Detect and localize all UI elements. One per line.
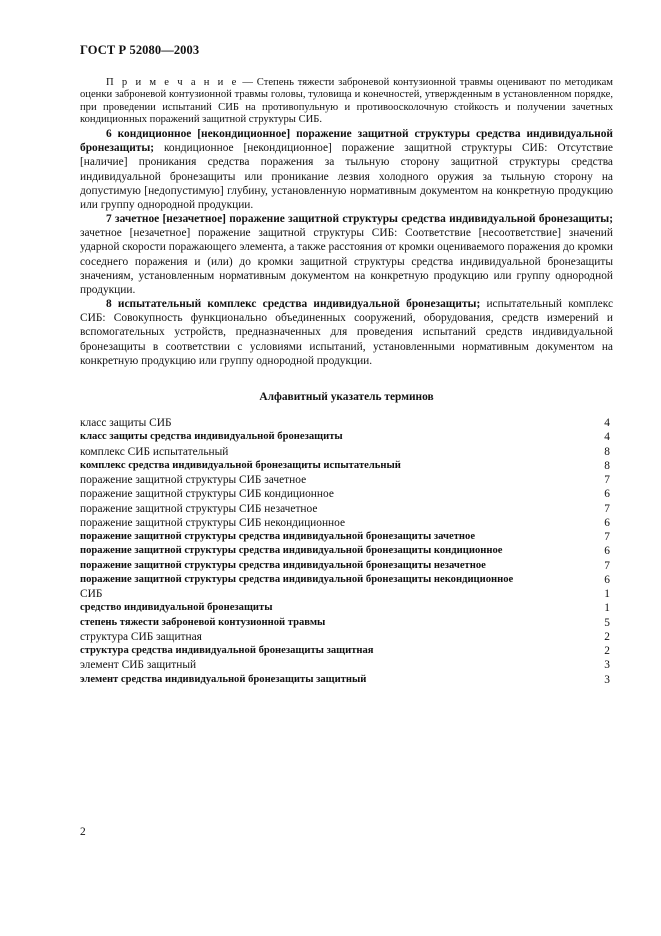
index-page: 4	[604, 431, 610, 444]
index-term: структура средства индивидуальной бронезащиты защитная	[80, 645, 374, 656]
index-entry	[80, 573, 613, 587]
index-page: 7	[604, 502, 610, 515]
index-term: средство индивидуальной бронезащиты	[80, 602, 273, 614]
index-page: 2	[604, 645, 610, 657]
term-7-definition: зачетное [незачетное] поражение защитной структуры СИБ: Соответствие [несоответствие] значений ударной скорости поражающего элемента, а также расстояния от кромки оцениваемого поражения до кромки соседнего поражения и (или) до кромки защитной структуры средства индивидуальной бронезащиты значениям, установленным нормативным документом на конкретную продукцию или группу однородной продукции.	[80, 227, 613, 297]
index-entry	[80, 616, 613, 630]
index-term: класс защиты средства индивидуальной бронезащиты	[80, 431, 343, 443]
index-title: Алфавитный указатель терминов	[259, 391, 434, 403]
index-entry	[80, 601, 613, 615]
term-8-definition: испытательный комплекс СИБ: Совокупность функционально объединенных сооружений, оборудования, средств измерений и вспомогательных устройств, предназначенных для проведения испытаний средств индивидуальной бронезащиты в соответствии с условиями испытаний, установленными нормативным документом на конкретную продукцию или группу однородной продукции.	[80, 298, 613, 367]
term-paragraph-7	[80, 212, 613, 297]
index-page: 8	[604, 445, 610, 458]
index-page: 7	[604, 531, 610, 543]
index-term: поражение защитной структуры средства индивидуальной бронезащиты некондиционное	[80, 573, 514, 585]
index-page: 4	[604, 417, 610, 429]
index-term: элемент средства индивидуальной бронезащиты защитный	[80, 673, 367, 685]
index-term: поражение защитной структуры СИБ незачетное	[80, 502, 318, 515]
index-entry	[80, 530, 613, 544]
index-page: 6	[604, 516, 610, 529]
note-label: П р и м е ч а н и е	[106, 77, 239, 88]
index-term: поражение защитной структуры средства индивидуальной бронезащиты незачетное	[80, 559, 486, 571]
index-entry	[80, 487, 613, 501]
index-term: СИБ	[80, 588, 103, 600]
index-term: элемент СИБ защитный	[80, 659, 197, 672]
index-term: поражение защитной структуры СИБ зачетное	[80, 474, 307, 486]
index-term: поражение защитной структуры СИБ некондиционное	[80, 516, 346, 529]
document-header: ГОСТ Р 52080—2003	[80, 43, 200, 57]
index-entry	[80, 587, 613, 601]
index-term: поражение защитной структуры СИБ кондиционное	[80, 488, 334, 501]
index-entry	[80, 630, 613, 644]
index-page: 6	[604, 545, 610, 558]
term-paragraph-8	[80, 297, 613, 368]
index-entry	[80, 416, 613, 430]
page-number: 2	[80, 826, 86, 838]
index-page: 6	[604, 488, 610, 501]
index-page: 7	[604, 474, 610, 486]
index-page: 7	[604, 559, 610, 572]
index-entry	[80, 445, 613, 459]
term-6-title: 6 кондиционное [некондиционное] поражение защитной структуры средства индивидуальной бронезащиты;	[80, 128, 613, 155]
index-entry	[80, 516, 613, 530]
index-page: 1	[604, 602, 610, 615]
alphabetical-index	[80, 416, 613, 687]
index-page: 3	[604, 659, 610, 672]
term-paragraph-6	[80, 127, 613, 212]
index-term: комплекс СИБ испытательный	[80, 445, 229, 458]
index-page: 5	[604, 616, 610, 629]
index-entry	[80, 559, 613, 573]
index-page: 6	[604, 573, 610, 586]
index-entry	[80, 502, 613, 516]
index-entry	[80, 658, 613, 672]
term-7-title: 7 зачетное [незачетное] поражение защитной структуры средства индивидуальной бронезащиты;	[106, 213, 613, 225]
index-term: структура СИБ защитная	[80, 630, 202, 643]
index-term: поражение защитной структуры средства индивидуальной бронезащиты зачетное	[80, 531, 476, 542]
index-term: поражение защитной структуры средства индивидуальной бронезащиты кондиционное	[80, 545, 503, 557]
index-page: 8	[604, 459, 610, 472]
index-page: 2	[604, 630, 610, 643]
note-text: — Степень тяжести заброневой контузионной травмы оценивают по методикам оценки заброневой контузионной травмы головы, туловища и конечностей, утвержденным в установленном порядке, при проведении испытаний СИБ на противопульную и противоосколочную стойкость и получении зачетных кондиционных поражений защитной структуры СИБ.	[80, 77, 613, 126]
term-8-title: 8 испытательный комплекс средства индивидуальной бронезащиты;	[106, 298, 481, 310]
index-entry	[80, 544, 613, 558]
index-page: 3	[604, 673, 610, 686]
index-term: класс защиты СИБ	[80, 417, 172, 429]
index-entry	[80, 473, 613, 487]
term-6-definition: кондиционное [некондиционное] поражение защитной структуры СИБ: Отсутствие [наличие] проникания средства поражения за тыльную сторону защитной структуры средства индивидуальной бронезащиты или проникание лезвия холодного оружия за тыльную сторону на допустимую [недопустимую] глубину, установленную нормативным документом на конкретную продукцию или группу однородной продукции.	[80, 142, 613, 212]
index-entry	[80, 644, 613, 658]
index-term: комплекс средства индивидуальной бронезащиты испытательный	[80, 459, 401, 471]
note-paragraph	[80, 77, 613, 127]
index-entry	[80, 459, 613, 473]
index-term: степень тяжести заброневой контузионной травмы	[80, 616, 326, 628]
index-entry	[80, 430, 613, 444]
index-entry	[80, 673, 613, 687]
index-page: 1	[604, 588, 610, 600]
